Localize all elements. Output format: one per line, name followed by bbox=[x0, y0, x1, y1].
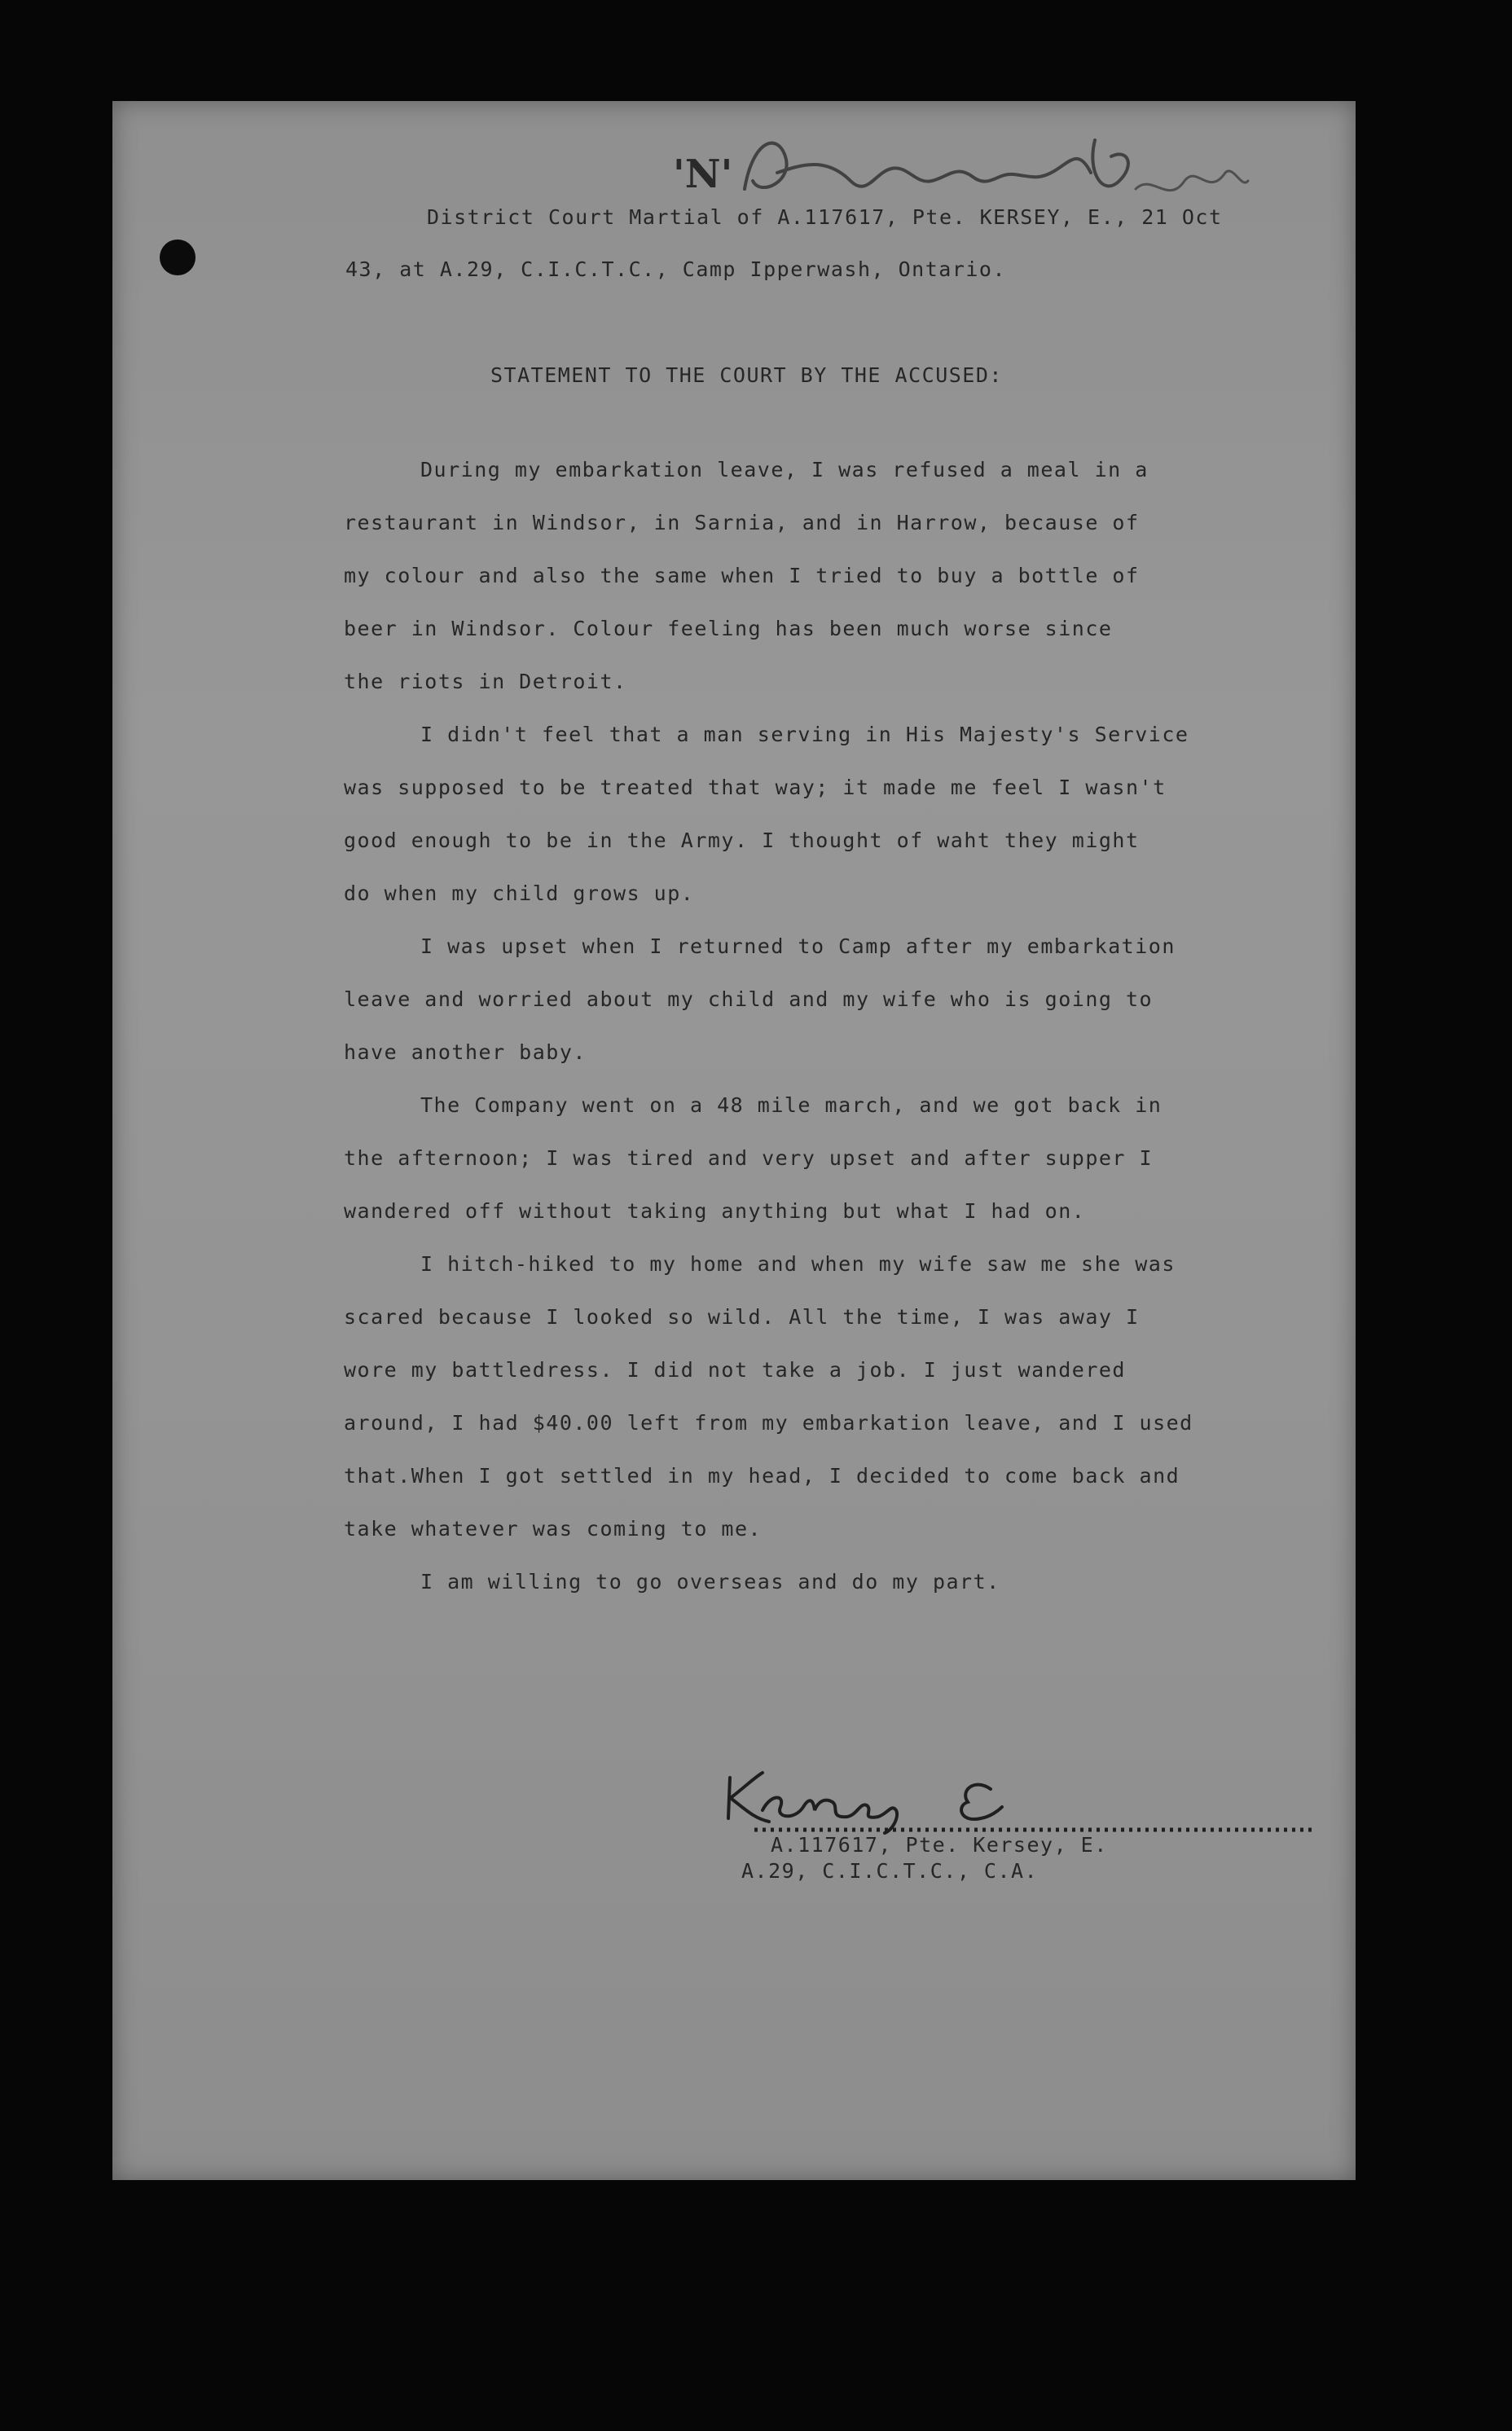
text-line: restaurant in Windsor, in Sarnia, and in Harrow, because of bbox=[344, 511, 1140, 534]
text-line: was supposed to be treated that way; it made me feel I wasn't bbox=[344, 776, 1167, 799]
text-line: leave and worried about my child and my wife who is going to bbox=[344, 987, 1154, 1011]
text-line: scared because I looked so wild. All the time, I was away I bbox=[344, 1305, 1140, 1329]
text-line: my colour and also the same when I tried to buy a bottle of bbox=[344, 564, 1140, 587]
text-line: I hitch-hiked to my home and when my wife saw me she was bbox=[420, 1252, 1176, 1276]
signatory-name: A.117617, Pte. Kersey, E. bbox=[771, 1833, 1108, 1857]
paragraph bbox=[344, 1237, 1313, 1555]
text-line: the afternoon; I was tired and very upset and after supper I bbox=[344, 1146, 1154, 1170]
text-line: beer in Windsor. Colour feeling has been much worse since bbox=[344, 617, 1113, 640]
header-line-2: 43, at A.29, C.I.C.T.C., Camp Ipperwash, Ontario. bbox=[345, 257, 1007, 281]
handwritten-signature bbox=[640, 1745, 1316, 1835]
text-line: During my embarkation leave, I was refused a meal in a bbox=[420, 458, 1149, 481]
document-sheet bbox=[112, 101, 1356, 2180]
paragraph bbox=[344, 1555, 1313, 1608]
text-line: take whatever was coming to me. bbox=[344, 1517, 763, 1541]
paragraph bbox=[344, 1079, 1313, 1237]
text-line: around, I had $40.00 left from my embarkation leave, and I used bbox=[344, 1411, 1193, 1435]
text-line: I am willing to go overseas and do my part. bbox=[420, 1570, 1000, 1594]
text-line: wandered off without taking anything but what I had on. bbox=[344, 1199, 1086, 1223]
paragraph bbox=[344, 920, 1313, 1079]
text-line: the riots in Detroit. bbox=[344, 670, 627, 693]
punch-hole bbox=[160, 240, 196, 275]
statement-body bbox=[344, 443, 1313, 1608]
text-line: good enough to be in the Army. I thought of waht they might bbox=[344, 829, 1140, 852]
text-line: do when my child grows up. bbox=[344, 881, 695, 905]
signature-block bbox=[640, 1745, 1316, 1908]
signatory-unit: A.29, C.I.C.T.C., C.A. bbox=[741, 1859, 1039, 1883]
statement-title: STATEMENT TO THE COURT BY THE ACCUSED: bbox=[490, 363, 1003, 387]
reference-letter: 'N' bbox=[673, 152, 733, 197]
text-line: wore my battledress. I did not take a job. I just wandered bbox=[344, 1358, 1126, 1382]
paragraph bbox=[344, 708, 1313, 920]
text-line: I was upset when I returned to Camp after my embarkation bbox=[420, 934, 1176, 958]
header-line-1: District Court Martial of A.117617, Pte. KERSEY, E., 21 Oct bbox=[427, 205, 1223, 229]
text-line: that.When I got settled in my head, I decided to come back and bbox=[344, 1464, 1180, 1488]
text-line: I didn't feel that a man serving in His Majesty's Service bbox=[420, 723, 1189, 746]
paragraph bbox=[344, 443, 1313, 708]
text-line: have another baby. bbox=[344, 1040, 587, 1064]
text-line: The Company went on a 48 mile march, and we got back in bbox=[420, 1093, 1163, 1117]
